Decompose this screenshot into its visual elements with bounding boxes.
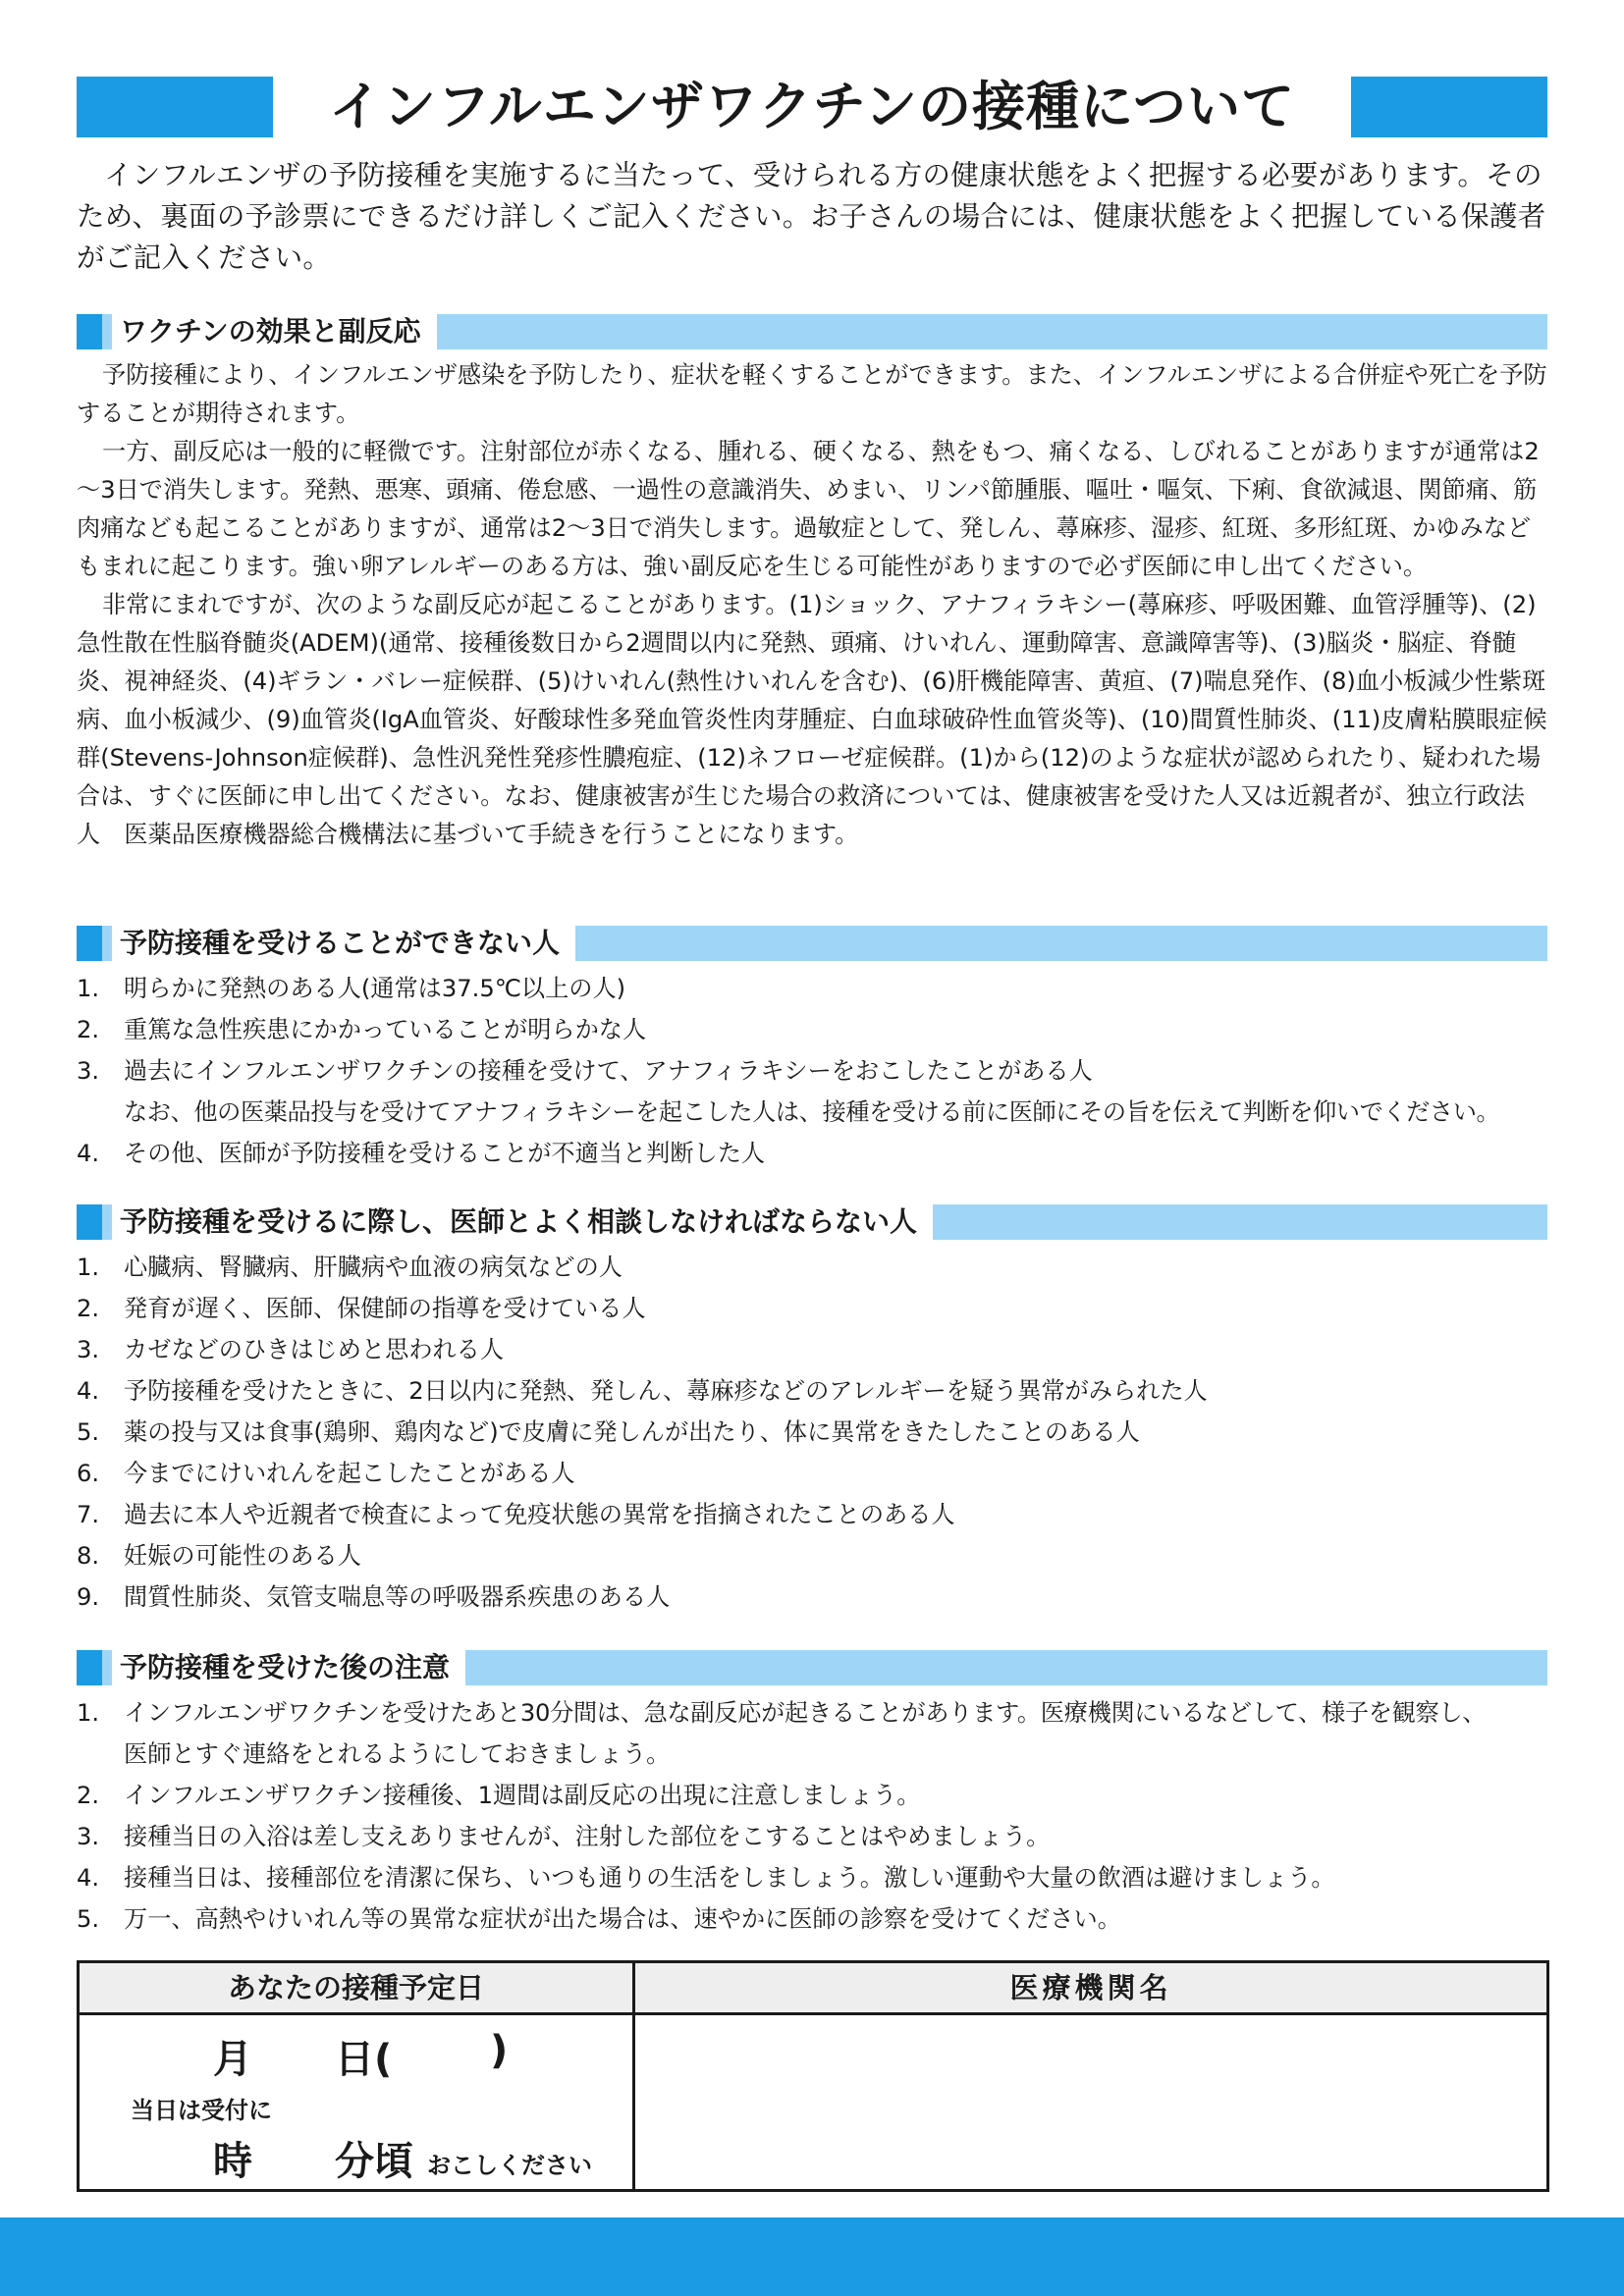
- list-item: [77, 1494, 1547, 1535]
- item-text: 間質性肺炎、気管支喘息等の呼吸器系疾患のある人: [124, 1583, 671, 1611]
- item-text: カゼなどのひきはじめと思われる人: [124, 1336, 505, 1363]
- after-list: [77, 1692, 1547, 1940]
- list-item: [77, 1050, 1547, 1133]
- item-number: 6.: [77, 1460, 100, 1487]
- list-item: [77, 1576, 1547, 1618]
- cannot-list: [77, 968, 1547, 1174]
- list-item: [77, 1247, 1547, 1288]
- item-subtext: なお、他の医薬品投与を受けてアナフィラキシーを起こした人は、接種を受ける前に医師にその旨を伝えて判断を仰いでください。: [124, 1098, 1500, 1126]
- schedule-hour-label[interactable]: 時: [213, 2139, 252, 2184]
- list-item: [77, 1329, 1547, 1370]
- item-number: 4.: [77, 1140, 100, 1167]
- item-number: 8.: [77, 1542, 100, 1570]
- list-item: [77, 1775, 1547, 1816]
- section-title-after: 予防接種を受けた後の注意: [112, 1650, 465, 1685]
- section-header-effects: [77, 314, 1547, 349]
- item-number: 2.: [77, 1295, 100, 1322]
- section-title-effects: ワクチンの効果と副反応: [112, 314, 437, 349]
- title-row: [77, 77, 1547, 137]
- section-header-cannot: [77, 926, 1547, 961]
- list-item: [77, 1370, 1547, 1412]
- item-number: 3.: [77, 1336, 100, 1363]
- page-title: インフルエンザワクチンの接種について: [328, 76, 1296, 137]
- item-text: その他、医師が予防接種を受けることが不適当と判断した人: [124, 1140, 766, 1167]
- list-item: [77, 1133, 1547, 1174]
- schedule-day-label[interactable]: 日(: [335, 2037, 393, 2082]
- item-text: 薬の投与又は食事(鶏卵、鶏肉など)で皮膚に発しんが出たり、体に異常をきたしたことのある人: [124, 1418, 1140, 1446]
- list-item: [77, 1288, 1547, 1329]
- item-number: 1.: [77, 1699, 100, 1727]
- title-bar-left: [77, 77, 273, 137]
- item-text: 接種当日の入浴は差し支えありませんが、注射した部位をこすることはやめましょう。: [124, 1823, 1051, 1850]
- section-marker: [77, 1650, 102, 1685]
- schedule-reception-note: 当日は受付に: [131, 2097, 272, 2124]
- item-text: 万一、高熱やけいれん等の異常な症状が出た場合は、速やかに医師の診察を受けてください。: [124, 1905, 1121, 1933]
- list-item: [77, 1857, 1547, 1898]
- list-item: [77, 1816, 1547, 1857]
- item-number: 5.: [77, 1905, 100, 1933]
- effects-body: [77, 356, 1547, 854]
- section-title-consult: 予防接種を受けるに際し、医師とよく相談しなければならない人: [112, 1204, 933, 1240]
- item-number: 3.: [77, 1823, 100, 1850]
- item-text: インフルエンザワクチンを受けたあと30分間は、急な副反応が起きることがあります。医療機関にいるなどして、様子を観察し、: [124, 1699, 1487, 1727]
- schedule-date-header: あなたの接種予定日: [227, 1971, 484, 2004]
- consult-list: [77, 1247, 1547, 1618]
- list-item: [77, 1898, 1547, 1940]
- list-item: [77, 1692, 1547, 1775]
- item-text: 妊娠の可能性のある人: [124, 1542, 361, 1570]
- item-number: 1.: [77, 1254, 100, 1281]
- list-item: [77, 1535, 1547, 1576]
- list-item: [77, 1453, 1547, 1494]
- title-bar-right: [1351, 77, 1547, 137]
- item-number: 5.: [77, 1418, 100, 1446]
- item-text: 接種当日は、接種部位を清潔に保ち、いつも通りの生活をしましょう。激しい運動や大量の飲酒は避けましょう。: [124, 1864, 1335, 1892]
- list-item: [77, 1009, 1547, 1050]
- item-number: 9.: [77, 1583, 100, 1611]
- schedule-box: [77, 1960, 1549, 2192]
- section-header-consult: [77, 1204, 1547, 1240]
- schedule-month-label[interactable]: 月: [213, 2037, 252, 2082]
- item-text: 明らかに発熱のある人(通常は37.5℃以上の人): [124, 975, 626, 1002]
- schedule-clinic-header: 医療機関名: [1009, 1971, 1172, 2004]
- item-number: 1.: [77, 975, 100, 1002]
- item-text: 発育が遅く、医師、保健師の指導を受けている人: [124, 1295, 646, 1322]
- intro-text: [77, 155, 1547, 279]
- item-number: 4.: [77, 1377, 100, 1405]
- section-marker: [77, 314, 102, 349]
- schedule-please-come: おこしください: [427, 2152, 592, 2179]
- section-marker: [77, 1204, 102, 1240]
- item-text: インフルエンザワクチン接種後、1週間は副反応の出現に注意しましょう。: [124, 1782, 921, 1809]
- item-text: 過去に本人や近親者で検査によって免疫状態の異常を指摘されたことのある人: [124, 1501, 955, 1528]
- section-title-cannot: 予防接種を受けることができない人: [112, 926, 575, 961]
- item-text: 今までにけいれんを起こしたことがある人: [124, 1460, 575, 1487]
- item-text: 予防接種を受けたときに、2日以内に発熱、発しん、蕁麻疹などのアレルギーを疑う異常がみられた人: [124, 1377, 1208, 1405]
- item-number: 7.: [77, 1501, 100, 1528]
- footer-bar: [0, 2217, 1624, 2296]
- intro-body: インフルエンザの予防接種を実施するに当たって、受けられる方の健康状態をよく把握する必要があります。そのため、裏面の予診票にできるだけ詳しくご記入ください。お子さんの場合には、健康状態をよく把握している保護者がご記入ください。: [77, 159, 1546, 274]
- clinic-name-field[interactable]: [635, 2015, 1546, 2189]
- item-number: 2.: [77, 1782, 100, 1809]
- item-subtext: 医師とすぐ連絡をとれるようにしておきましょう。: [124, 1740, 671, 1768]
- item-text: 過去にインフルエンザワクチンの接種を受けて、アナフィラキシーをおこしたことがある人: [124, 1057, 1093, 1085]
- item-number: 3.: [77, 1057, 100, 1085]
- item-number: 4.: [77, 1864, 100, 1892]
- schedule-day-close: ): [490, 2028, 509, 2073]
- item-number: 2.: [77, 1016, 100, 1043]
- effects-paragraph-3: 非常にまれですが、次のような副反応が起こることがあります。(1)ショック、アナフィラキシー(蕁麻疹、呼吸困難、血管浮腫等)、(2)急性散在性脳脊髄炎(ADEM)(通常、接種後数日から2週間以内に発熱、頭痛、けいれん、運動障害、意識障害等)、(3)脳炎・脳症、脊髄炎、視神経炎、(4)ギラン・バレー症候群、(5)けいれん(熱性けいれんを含む)、(6)肝機能障害、黄疸、(7)喘息発作、(8)血小板減少性紫斑病、血小板減少、(9)血管炎(IgA血管炎、好酸球性多発血管炎性肉芽腫症、白血球破砕性血管炎等)、(10)間質性肺炎、(11)皮膚粘膜眼症候群(Stevens-Johnson症候群)、急性汎発性発疹性膿疱症、(12)ネフローゼ症候群。(1)から(12)のような症状が認められたり、疑われた場合は、すぐに医師に申し出てください。なお、健康被害が生じた場合の救済については、健康被害を受けた人又は近親者が、独立行政法人 医薬品医療機器総合機構法に基づいて手続きを行うことになります。: [77, 591, 1547, 848]
- section-header-after: [77, 1650, 1547, 1685]
- item-text: 心臓病、腎臓病、肝臓病や血液の病気などの人: [124, 1254, 623, 1281]
- section-marker: [77, 926, 102, 961]
- list-item: [77, 968, 1547, 1009]
- list-item: [77, 1412, 1547, 1453]
- effects-paragraph-1: 予防接種により、インフルエンザ感染を予防したり、症状を軽くすることができます。また、インフルエンザによる合併症や死亡を予防することが期待されます。: [77, 361, 1547, 427]
- schedule-minute-label[interactable]: 分頃: [335, 2139, 413, 2184]
- effects-paragraph-2: 一方、副反応は一般的に軽微です。注射部位が赤くなる、腫れる、硬くなる、熱をもつ、痛くなる、しびれることがありますが通常は2～3日で消失します。発熱、悪寒、頭痛、倦怠感、一過性の意識消失、めまい、リンパ節腫脹、嘔吐・嘔気、下痢、食欲減退、関節痛、筋肉痛なども起こることがありますが、通常は2～3日で消失します。過敏症として、発しん、蕁麻疹、湿疹、紅斑、多形紅斑、かゆみなどもまれに起こります。強い卵アレルギーのある方は、強い副反応を生じる可能性がありますので必ず医師に申し出てください。: [77, 438, 1540, 580]
- item-text: 重篤な急性疾患にかかっていることが明らかな人: [124, 1016, 647, 1043]
